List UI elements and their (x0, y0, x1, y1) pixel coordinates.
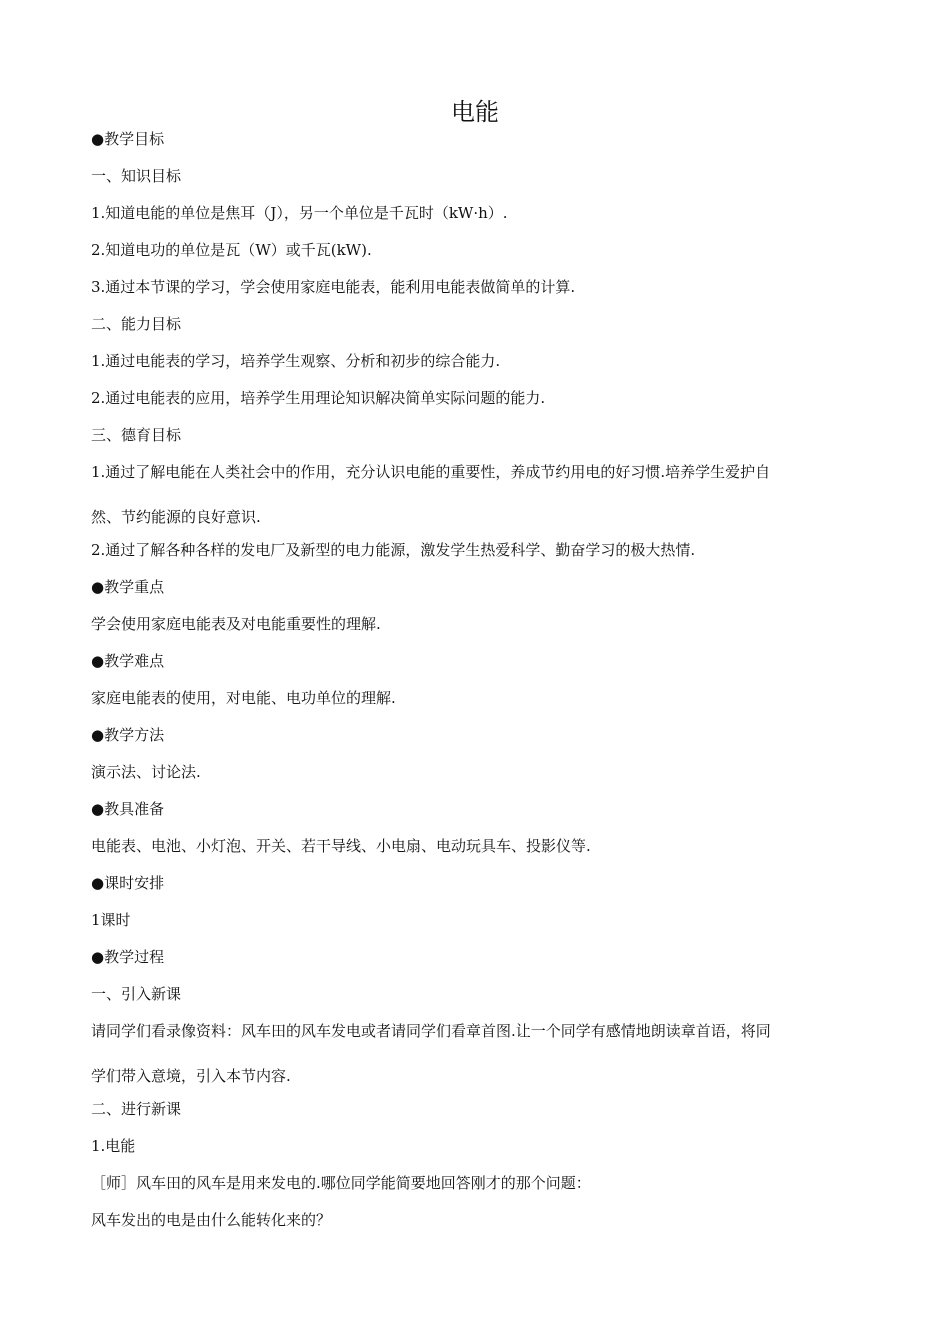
subheading-introduce-lesson: 一、引入新课 (91, 985, 182, 1003)
subheading-knowledge-goals: 一、知识目标 (91, 167, 182, 185)
knowledge-goal-3: 3.通过本节课的学习，学会使用家庭电能表，能利用电能表做简单的计算. (91, 278, 576, 296)
moral-goal-1-line-2: 然、节约能源的良好意识. (91, 508, 261, 526)
teaching-methods-text: 演示法、讨论法. (91, 763, 201, 781)
schedule-text: 1课时 (91, 911, 131, 929)
new-lesson-item-1: 1.电能 (91, 1137, 136, 1155)
knowledge-goal-2: 2.知道电功的单位是瓦（W）或千瓦(kW). (91, 241, 372, 259)
section-heading-materials: ●教具准备 (91, 800, 165, 818)
subheading-ability-goals: 二、能力目标 (91, 315, 182, 333)
document-body (91, 124, 861, 1242)
section-heading-teaching-methods: ●教学方法 (91, 726, 165, 744)
moral-goal-1-line-1: 1.通过了解电能在人类社会中的作用，充分认识电能的重要性，养成节约用电的好习惯.培养学生爱护自 (91, 463, 771, 481)
moral-goal-2: 2.通过了解各种各样的发电厂及新型的电力能源，激发学生热爱科学、勤奋学习的极大热情. (91, 541, 696, 559)
key-points-text: 学会使用家庭电能表及对电能重要性的理解. (91, 615, 381, 633)
knowledge-goal-1: 1.知道电能的单位是焦耳（J），另一个单位是千瓦时（kW·h）. (91, 204, 508, 222)
section-heading-key-points: ●教学重点 (91, 578, 165, 596)
difficulties-text: 家庭电能表的使用，对电能、电功单位的理解. (91, 689, 396, 707)
introduction-line-1: 请同学们看录像资料：风车田的风车发电或者请同学们看章首图.让一个同学有感情地朗读章首语，将同 (91, 1022, 771, 1040)
introduction-line-2: 学们带入意境，引入本节内容. (91, 1067, 291, 1085)
ability-goal-1: 1.通过电能表的学习，培养学生观察、分析和初步的综合能力. (91, 352, 501, 370)
section-heading-schedule: ●课时安排 (91, 874, 165, 892)
section-heading-teaching-goals: ●教学目标 (91, 130, 165, 148)
materials-text: 电能表、电池、小灯泡、开关、若干导线、小电扇、电动玩具车、投影仪等. (91, 837, 591, 855)
subheading-moral-goals: 三、德育目标 (91, 426, 182, 444)
question-text: 风车发出的电是由什么能转化来的？ (91, 1211, 332, 1229)
section-heading-teaching-process: ●教学过程 (91, 948, 165, 966)
section-heading-difficulties: ●教学难点 (91, 652, 165, 670)
subheading-new-lesson: 二、进行新课 (91, 1100, 182, 1118)
teacher-dialogue: ［师］风车田的风车是用来发电的.哪位同学能简要地回答刚才的那个问题： (91, 1174, 591, 1192)
ability-goal-2: 2.通过电能表的应用，培养学生用理论知识解决简单实际问题的能力. (91, 389, 546, 407)
document-title: 电能 (451, 98, 499, 126)
